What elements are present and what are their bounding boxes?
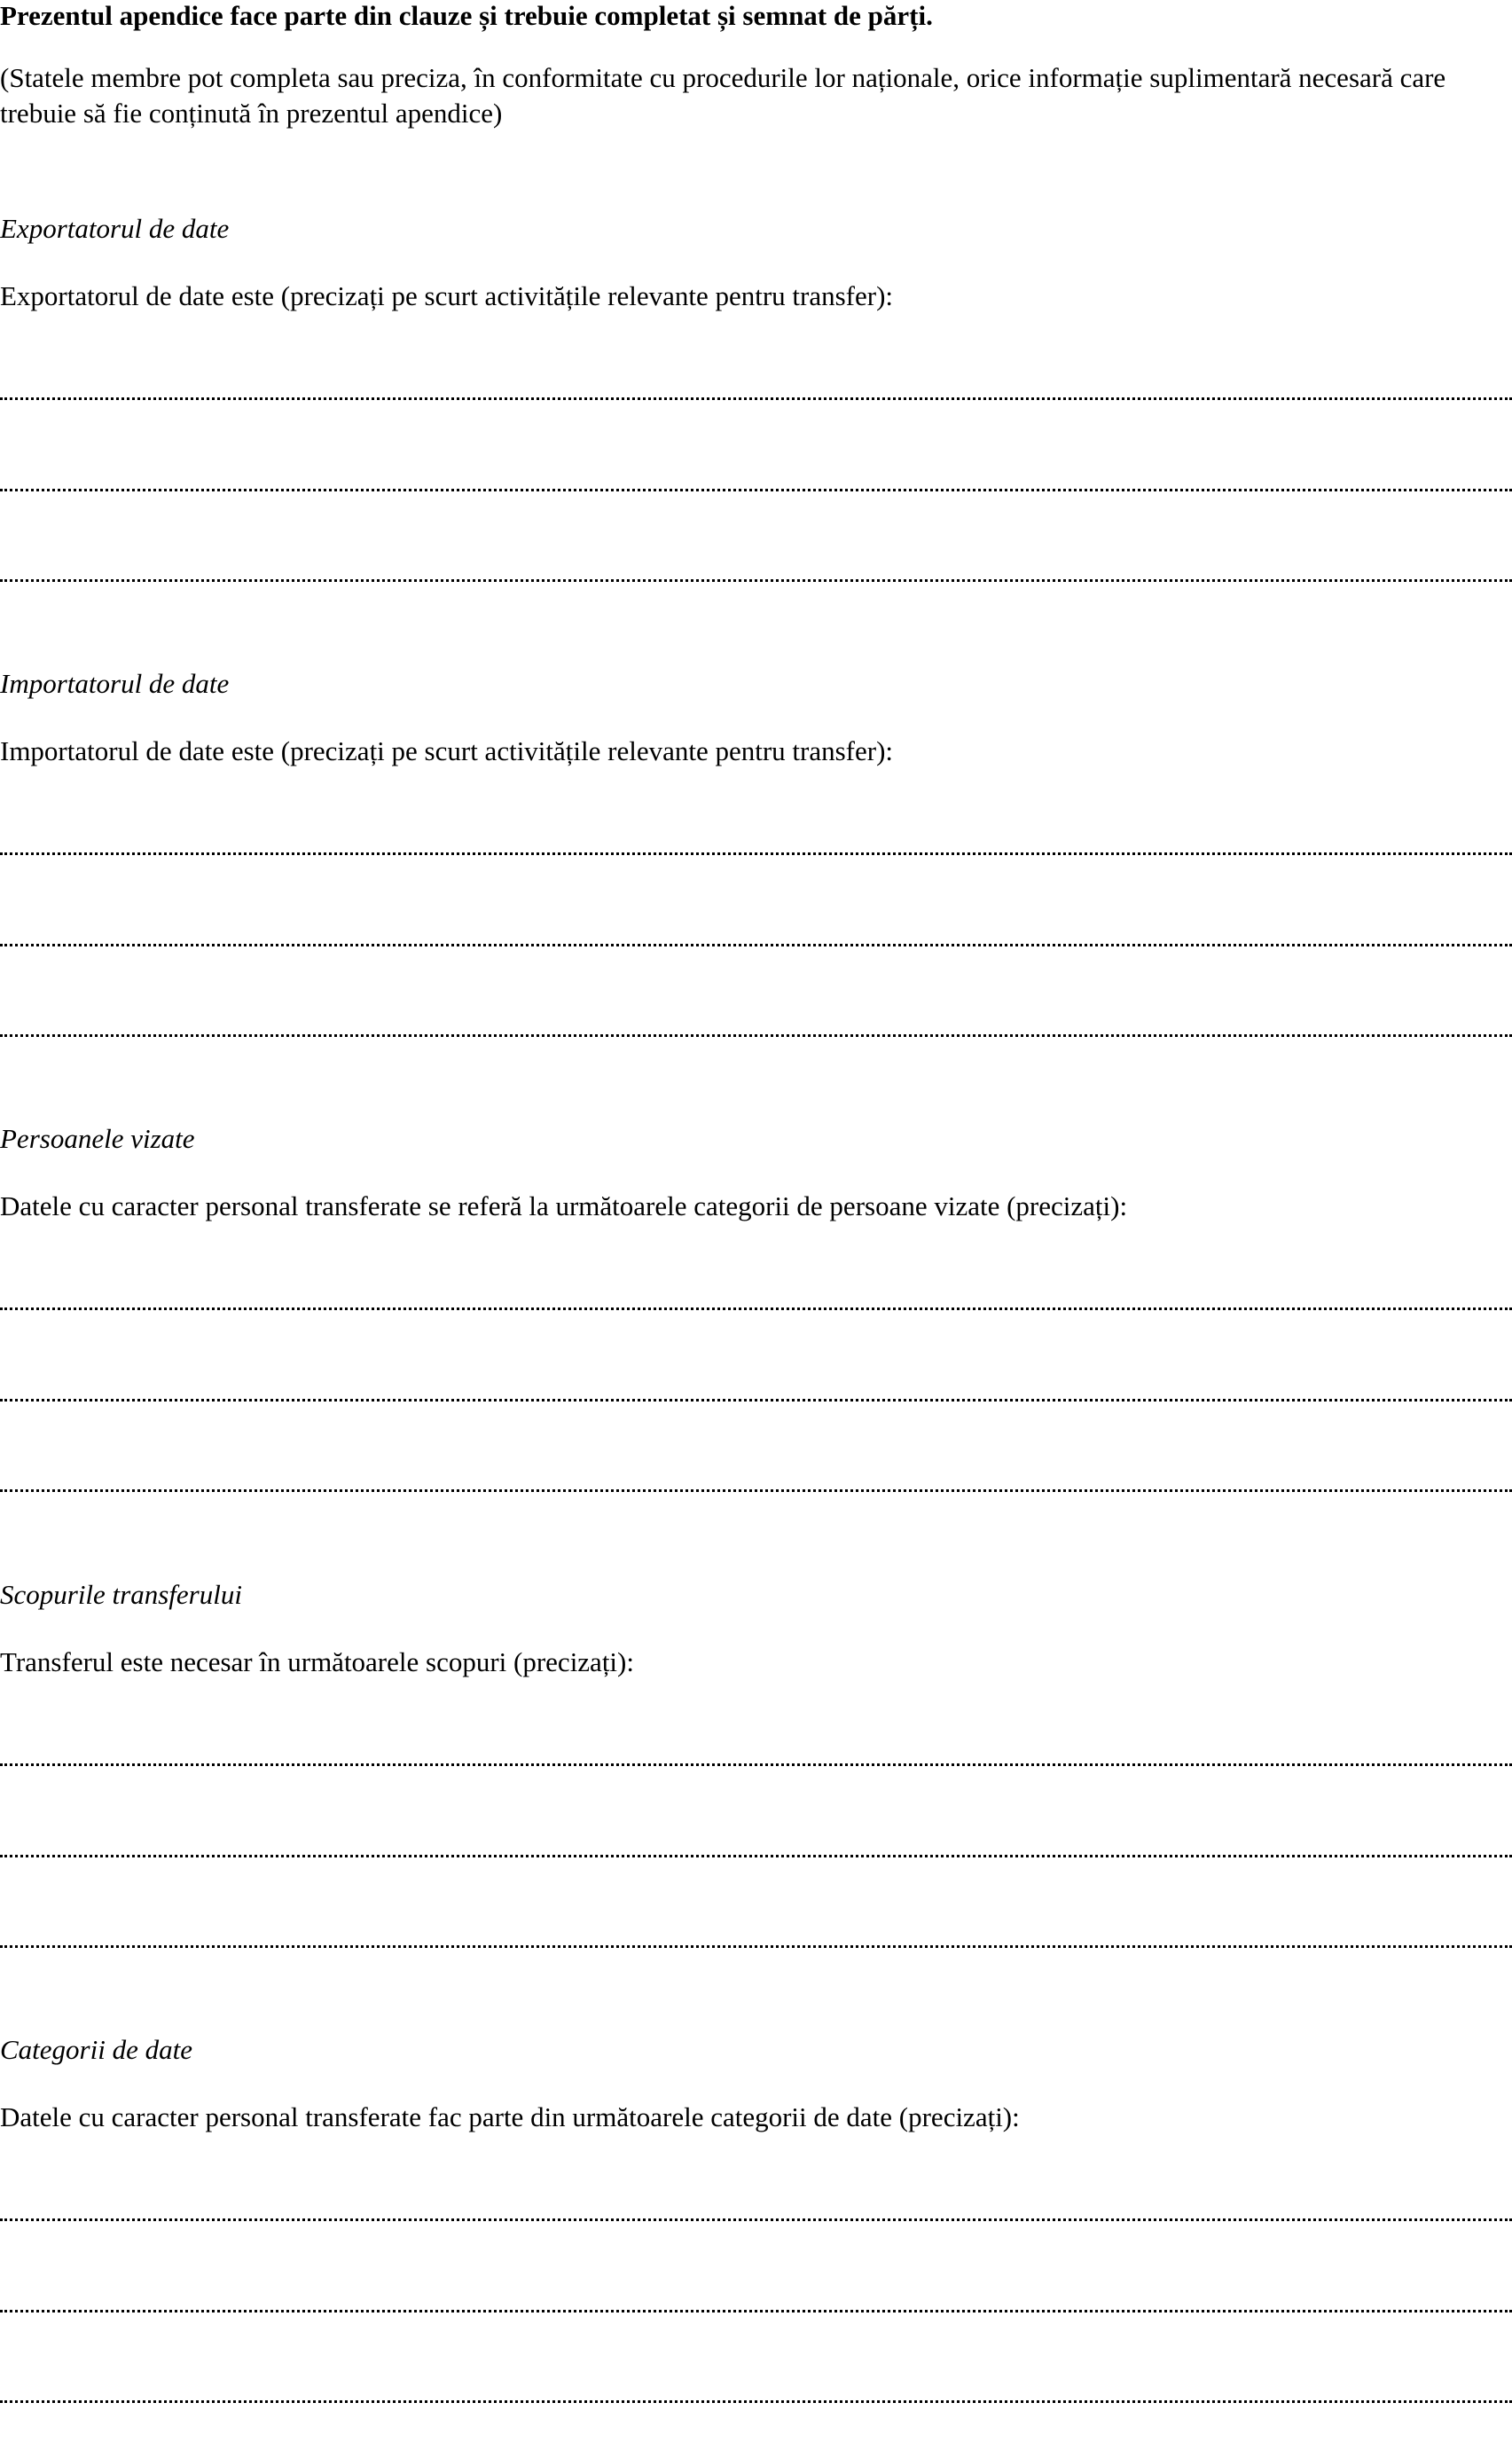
fill-in-line[interactable]	[0, 2310, 1512, 2312]
section-prompt: Exportatorul de date este (precizați pe scurt activitățile relevante pentru transfer):	[0, 280, 894, 311]
fill-in-line[interactable]	[0, 397, 1512, 400]
section-prompt: Datele cu caracter personal transferate fac parte din următoarele categorii de date (precizați):	[0, 2101, 1020, 2132]
fill-in-line[interactable]	[0, 1399, 1512, 1402]
section-heading: Persoanele vizate	[0, 1123, 195, 1154]
page-title: Prezentul apendice face parte din clauze și trebuie completat și semnat de părți.	[0, 0, 933, 31]
fill-in-line[interactable]	[0, 1489, 1512, 1492]
fill-in-line[interactable]	[0, 1855, 1512, 1857]
section-prompt: Datele cu caracter personal transferate se referă la următoarele categorii de persoane vizate (precizați):	[0, 1190, 1128, 1221]
fill-in-line[interactable]	[0, 2400, 1512, 2403]
fill-in-line[interactable]	[0, 852, 1512, 855]
fill-in-line[interactable]	[0, 579, 1512, 582]
section-heading: Exportatorul de date	[0, 213, 230, 244]
fill-in-line[interactable]	[0, 1034, 1512, 1037]
section-data-importer	[0, 668, 1512, 1076]
section-prompt: Importatorul de date este (precizați pe scurt activitățile relevante pentru transfer):	[0, 735, 894, 766]
fill-in-line[interactable]	[0, 944, 1512, 946]
section-heading: Categorii de date	[0, 2034, 192, 2065]
intro-note: (Statele membre pot completa sau preciza, în conformitate cu procedurile lor naționale, orice informație suplimentară necesară care trebuie să fie conținută în prezentul apendice)	[0, 62, 1446, 129]
section-heading: Scopurile transferului	[0, 1579, 242, 1610]
fill-in-line[interactable]	[0, 1763, 1512, 1766]
section-transfer-purposes	[0, 1579, 1512, 1987]
section-data-exporter	[0, 213, 1512, 621]
fill-in-line[interactable]	[0, 489, 1512, 491]
fill-in-line[interactable]	[0, 2218, 1512, 2221]
fill-in-line[interactable]	[0, 1307, 1512, 1310]
section-data-categories	[0, 2034, 1512, 2442]
fill-in-line[interactable]	[0, 1945, 1512, 1948]
section-prompt: Transferul este necesar în următoarele scopuri (precizați):	[0, 1646, 634, 1677]
section-data-subjects	[0, 1123, 1512, 1531]
section-heading: Importatorul de date	[0, 668, 230, 699]
